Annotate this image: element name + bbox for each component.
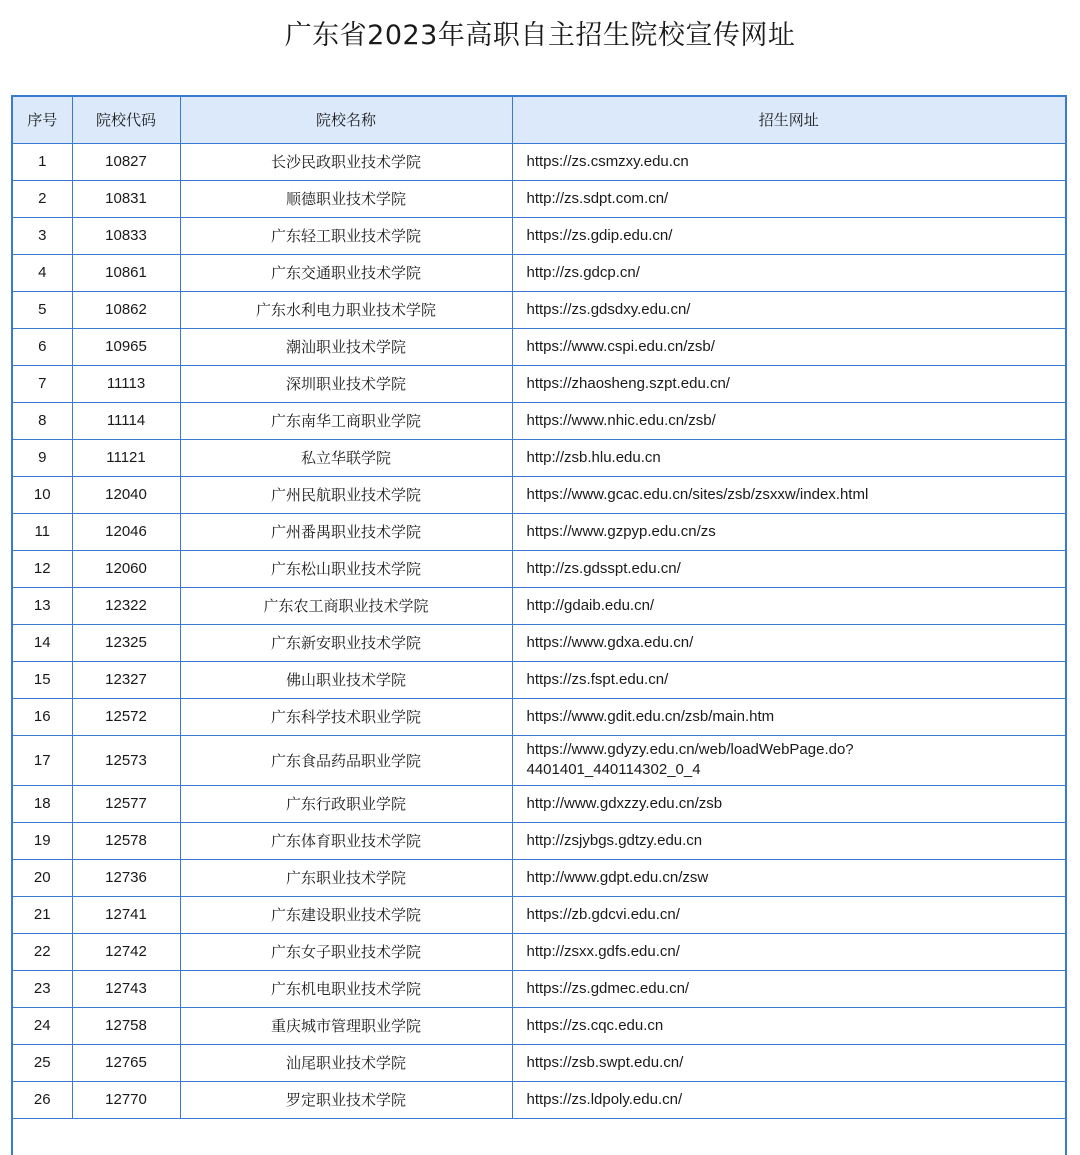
school-code: 12758	[72, 1007, 180, 1044]
admission-url[interactable]: http://zsjybgs.gdtzy.edu.cn	[526, 831, 703, 849]
table-row	[13, 698, 1065, 735]
school-name: 罗定职业技术学院	[180, 1081, 512, 1118]
school-code: 10861	[72, 254, 180, 291]
school-code: 12743	[72, 970, 180, 1007]
school-name: 广东建设职业技术学院	[180, 896, 512, 933]
table-row	[13, 735, 1065, 785]
admission-url-cell	[512, 1081, 1065, 1118]
admission-url-cell	[512, 365, 1065, 402]
row-index: 14	[13, 624, 72, 661]
admission-url-cell	[512, 785, 1065, 822]
school-name: 长沙民政职业技术学院	[180, 143, 512, 180]
school-code: 12572	[72, 698, 180, 735]
table-row	[13, 217, 1065, 254]
row-index: 3	[13, 217, 72, 254]
admission-url[interactable]: https://zs.csmzxy.edu.cn	[526, 152, 689, 170]
admission-url[interactable]: http://zs.gdsspt.edu.cn/	[526, 559, 681, 577]
row-index: 24	[13, 1007, 72, 1044]
row-index: 19	[13, 822, 72, 859]
header-school-code: 院校代码	[72, 97, 180, 143]
school-code: 12577	[72, 785, 180, 822]
row-index: 18	[13, 785, 72, 822]
admission-url-cell	[512, 933, 1065, 970]
school-name: 广东行政职业学院	[180, 785, 512, 822]
table-row	[13, 896, 1065, 933]
header-school-name: 院校名称	[180, 97, 512, 143]
table-row	[13, 328, 1065, 365]
admission-url[interactable]: https://www.cspi.edu.cn/zsb/	[526, 337, 715, 355]
school-code: 12765	[72, 1044, 180, 1081]
row-index: 23	[13, 970, 72, 1007]
school-code: 12573	[72, 735, 180, 785]
table-row	[13, 859, 1065, 896]
row-index: 10	[13, 476, 72, 513]
admission-url[interactable]: https://zs.gdip.edu.cn/	[526, 226, 673, 244]
row-index: 12	[13, 550, 72, 587]
school-url-table-container	[11, 95, 1067, 1155]
table-row	[13, 933, 1065, 970]
school-code: 11113	[72, 365, 180, 402]
row-index: 16	[13, 698, 72, 735]
admission-url[interactable]: https://zs.gdmec.edu.cn/	[526, 979, 690, 997]
school-code: 12742	[72, 933, 180, 970]
admission-url-cell	[512, 896, 1065, 933]
admission-url[interactable]: https://zb.gdcvi.edu.cn/	[526, 905, 680, 923]
school-name: 广东食品药品职业学院	[180, 735, 512, 785]
school-name: 顺德职业技术学院	[180, 180, 512, 217]
admission-url[interactable]: https://zs.ldpoly.edu.cn/	[526, 1090, 683, 1108]
school-code: 11114	[72, 402, 180, 439]
row-index: 2	[13, 180, 72, 217]
school-code: 12327	[72, 661, 180, 698]
row-index: 25	[13, 1044, 72, 1081]
admission-url[interactable]: http://zs.sdpt.com.cn/	[526, 189, 669, 207]
table-row	[13, 970, 1065, 1007]
table-row	[13, 822, 1065, 859]
admission-url-cell	[512, 217, 1065, 254]
school-code: 12578	[72, 822, 180, 859]
admission-url[interactable]: http://www.gdpt.edu.cn/zsw	[526, 868, 709, 886]
admission-url[interactable]: https://www.gdyzy.edu.cn/web/loadWebPage.do?	[526, 741, 854, 758]
table-row	[13, 1044, 1065, 1081]
admission-url[interactable]: http://zs.gdcp.cn/	[526, 263, 640, 281]
school-name: 广东松山职业技术学院	[180, 550, 512, 587]
admission-url-cell	[512, 254, 1065, 291]
admission-url[interactable]: https://zs.gdsdxy.edu.cn/	[526, 300, 691, 318]
school-name: 广东女子职业技术学院	[180, 933, 512, 970]
school-name: 广州番禺职业技术学院	[180, 513, 512, 550]
school-code: 12060	[72, 550, 180, 587]
admission-url[interactable]: https://www.gdit.edu.cn/zsb/main.htm	[526, 707, 775, 725]
admission-url[interactable]: https://zhaosheng.szpt.edu.cn/	[526, 374, 730, 392]
admission-url-cell	[512, 328, 1065, 365]
admission-url[interactable]: https://www.gcac.edu.cn/sites/zsb/zsxxw/index.html	[526, 485, 869, 503]
row-index: 11	[13, 513, 72, 550]
school-name: 汕尾职业技术学院	[180, 1044, 512, 1081]
school-code: 12046	[72, 513, 180, 550]
admission-url-cell	[512, 513, 1065, 550]
school-name: 深圳职业技术学院	[180, 365, 512, 402]
admission-url-cell	[512, 1044, 1065, 1081]
admission-url-cell	[512, 587, 1065, 624]
header-index: 序号	[13, 97, 72, 143]
table-row	[13, 624, 1065, 661]
school-name: 佛山职业技术学院	[180, 661, 512, 698]
school-name: 广东水利电力职业技术学院	[180, 291, 512, 328]
admission-url[interactable]: http://zsb.hlu.edu.cn	[526, 448, 661, 466]
table-row	[13, 254, 1065, 291]
row-index: 15	[13, 661, 72, 698]
admission-url-continuation[interactable]: 4401401_440114302_0_4	[526, 761, 701, 778]
admission-url-cell	[512, 822, 1065, 859]
admission-url-cell	[512, 624, 1065, 661]
admission-url-cell	[512, 735, 1065, 785]
admission-url-cell	[512, 698, 1065, 735]
school-code: 10827	[72, 143, 180, 180]
school-code: 12322	[72, 587, 180, 624]
table-row	[13, 661, 1065, 698]
admission-url-cell	[512, 661, 1065, 698]
table-row	[13, 587, 1065, 624]
school-name: 广东轻工职业技术学院	[180, 217, 512, 254]
row-index: 13	[13, 587, 72, 624]
row-index: 9	[13, 439, 72, 476]
admission-url-cell	[512, 143, 1065, 180]
school-name: 私立华联学院	[180, 439, 512, 476]
table-row	[13, 513, 1065, 550]
table-row	[13, 291, 1065, 328]
table-row	[13, 402, 1065, 439]
school-name: 广东体育职业技术学院	[180, 822, 512, 859]
admission-url-cell	[512, 180, 1065, 217]
admission-url[interactable]: https://zs.cqc.edu.cn	[526, 1016, 664, 1034]
header-admission-url: 招生网址	[512, 97, 1065, 143]
table-row	[13, 785, 1065, 822]
school-code: 10831	[72, 180, 180, 217]
school-code: 12040	[72, 476, 180, 513]
table-row	[13, 1081, 1065, 1118]
admission-url[interactable]: https://zs.fspt.edu.cn/	[526, 670, 669, 688]
row-index: 26	[13, 1081, 72, 1118]
school-code: 10965	[72, 328, 180, 365]
admission-url-cell	[512, 550, 1065, 587]
school-code: 12325	[72, 624, 180, 661]
row-index: 1	[13, 143, 72, 180]
table-row	[13, 365, 1065, 402]
school-name: 广东南华工商职业学院	[180, 402, 512, 439]
school-code: 12770	[72, 1081, 180, 1118]
page-title: 广东省2023年高职自主招生院校宣传网址	[284, 20, 796, 51]
row-index: 21	[13, 896, 72, 933]
admission-url-cell	[512, 291, 1065, 328]
row-index: 20	[13, 859, 72, 896]
admission-url[interactable]: https://www.gdxa.edu.cn/	[526, 633, 694, 651]
admission-url-cell	[512, 402, 1065, 439]
table-row	[13, 550, 1065, 587]
school-code: 10862	[72, 291, 180, 328]
table-header-row	[13, 97, 1065, 143]
row-index: 8	[13, 402, 72, 439]
row-index: 6	[13, 328, 72, 365]
school-name: 重庆城市管理职业学院	[180, 1007, 512, 1044]
admission-url[interactable]: https://zsb.swpt.edu.cn/	[526, 1053, 684, 1071]
admission-url[interactable]: https://www.nhic.edu.cn/zsb/	[526, 411, 716, 429]
admission-url-cell	[512, 859, 1065, 896]
school-code: 11121	[72, 439, 180, 476]
school-name: 广东职业技术学院	[180, 859, 512, 896]
school-name: 广东机电职业技术学院	[180, 970, 512, 1007]
row-index: 22	[13, 933, 72, 970]
row-index: 17	[13, 735, 72, 785]
admission-url[interactable]: http://gdaib.edu.cn/	[526, 596, 655, 614]
row-index: 5	[13, 291, 72, 328]
school-code: 10833	[72, 217, 180, 254]
table-row	[13, 143, 1065, 180]
school-name: 潮汕职业技术学院	[180, 328, 512, 365]
admission-url[interactable]: https://www.gzpyp.edu.cn/zs	[526, 522, 716, 540]
school-name: 广东农工商职业技术学院	[180, 587, 512, 624]
table-row	[13, 476, 1065, 513]
admission-url-cell	[512, 476, 1065, 513]
admission-url[interactable]: http://www.gdxzzy.edu.cn/zsb	[526, 794, 723, 812]
school-name: 广东新安职业技术学院	[180, 624, 512, 661]
table-row	[13, 180, 1065, 217]
school-code: 12741	[72, 896, 180, 933]
school-name: 广州民航职业技术学院	[180, 476, 512, 513]
school-code: 12736	[72, 859, 180, 896]
row-index: 7	[13, 365, 72, 402]
admission-url-cell	[512, 1007, 1065, 1044]
school-name: 广东交通职业技术学院	[180, 254, 512, 291]
table-row	[13, 439, 1065, 476]
row-index: 4	[13, 254, 72, 291]
admission-url-cell	[512, 439, 1065, 476]
school-url-table	[13, 97, 1065, 1119]
table-row	[13, 1007, 1065, 1044]
admission-url[interactable]: http://zsxx.gdfs.edu.cn/	[526, 942, 680, 960]
school-name: 广东科学技术职业学院	[180, 698, 512, 735]
admission-url-cell	[512, 970, 1065, 1007]
